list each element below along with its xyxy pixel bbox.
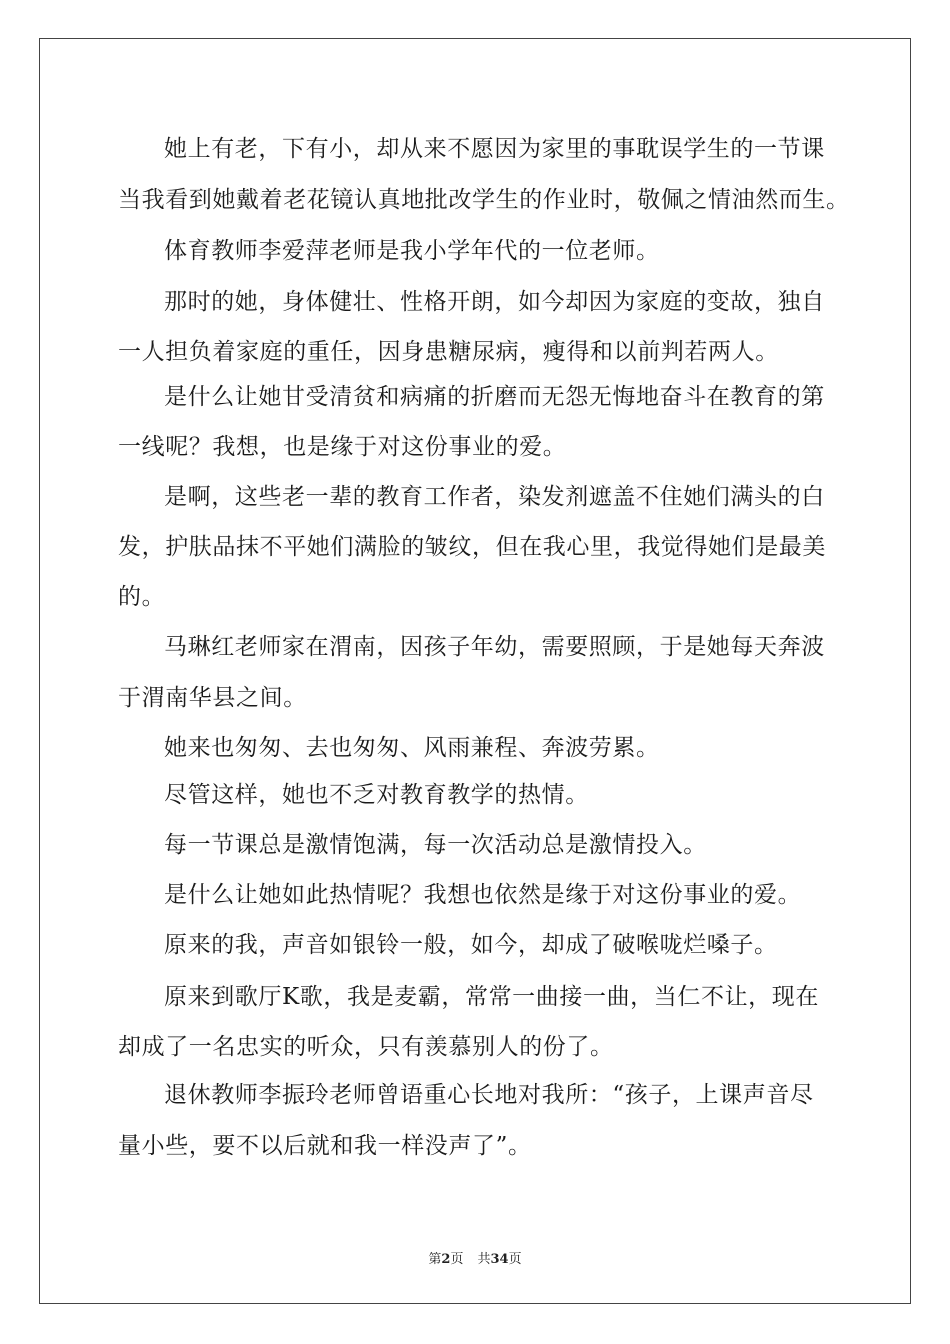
text-line: 量小些，要不以后就和我一样没声了”。 — [118, 1133, 532, 1159]
page-suffix: 页 — [450, 1252, 464, 1267]
page-footer — [0, 1248, 950, 1267]
page-border — [39, 38, 911, 1304]
text-line: 每一节课总是激情饱满，每一次活动总是激情投入。 — [164, 832, 707, 858]
text-line: 一人担负着家庭的重任，因身患糖尿病，瘦得和以前判若两人。 — [118, 339, 779, 365]
text-line: 的。 — [118, 584, 166, 610]
total-pages: 34 — [490, 1252, 509, 1267]
page-number: 2 — [441, 1252, 451, 1267]
text-line: 她上有老，下有小，却从来不愿因为家里的事耽误学生的一节课 — [164, 136, 825, 162]
page-prefix: 第 — [428, 1252, 442, 1267]
text-line: 发，护肤品抹不平她们满脸的皱纹，但在我心里，我觉得她们是最美 — [118, 534, 826, 560]
text-line: 尽管这样，她也不乏对教育教学的热情。 — [164, 782, 589, 808]
total-suffix: 页 — [508, 1252, 522, 1267]
text-line: 是什么让她甘受清贫和病痛的折磨而无怨无悔地奋斗在教育的第 — [164, 384, 825, 410]
total-prefix: 共 — [477, 1252, 491, 1267]
text-line: 是啊，这些老一辈的教育工作者，染发剂遮盖不住她们满头的白 — [164, 484, 825, 510]
text-line: 一线呢？我想，也是缘于对这份事业的爱。 — [118, 434, 567, 460]
text-line: 体育教师李爱萍老师是我小学年代的一位老师。 — [164, 238, 660, 264]
text-line: 是什么让她如此热情呢？我想也依然是缘于对这份事业的爱。 — [164, 882, 802, 908]
text-line: 那时的她，身体健壮、性格开朗，如今却因为家庭的变故，独自 — [164, 289, 825, 315]
text-line: 却成了一名忠实的听众，只有羡慕别人的份了。 — [118, 1034, 614, 1060]
text-line: 当我看到她戴着老花镜认真地批改学生的作业时，敬佩之情油然而生。 — [118, 187, 850, 213]
text-line: 于渭南华县之间。 — [118, 685, 307, 711]
text-line: 退休教师李振玲老师曾语重心长地对我所：“孩子，上课声音尽 — [164, 1082, 814, 1108]
text-line: 她来也匆匆、去也匆匆、风雨兼程、奔波劳累。 — [164, 735, 660, 761]
text-line: 原来的我，声音如银铃一般，如今，却成了破喉咙烂嗓子。 — [164, 932, 778, 958]
text-line: 原来到歌厅K歌，我是麦霸，常常一曲接一曲，当仁不让，现在 — [164, 984, 819, 1010]
text-line: 马琳红老师家在渭南，因孩子年幼，需要照顾，于是她每天奔波 — [164, 634, 825, 660]
